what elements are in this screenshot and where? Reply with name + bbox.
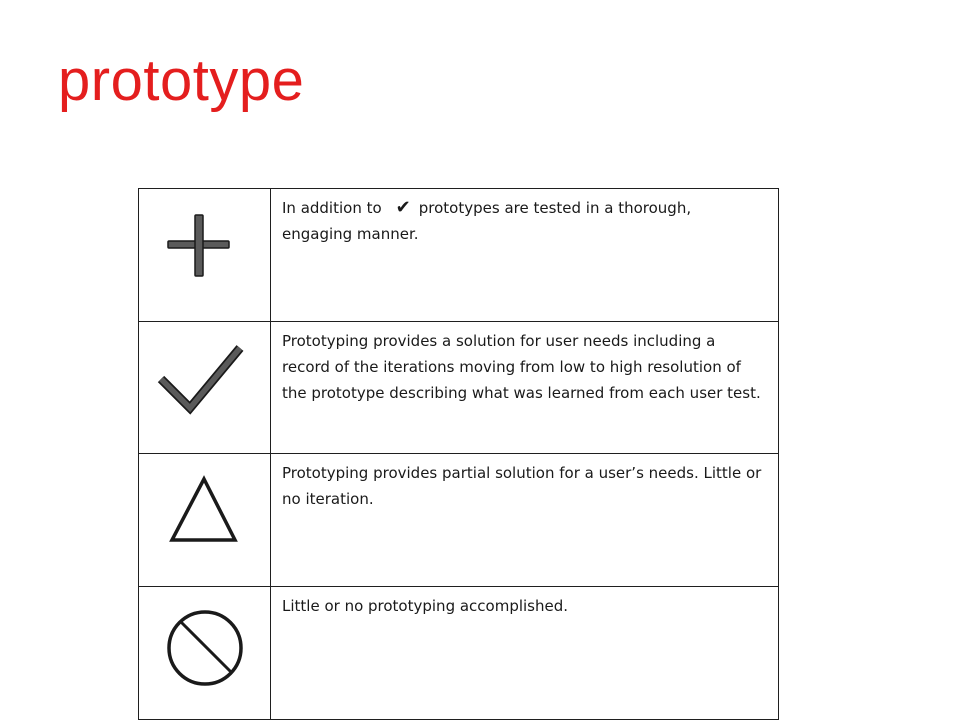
rubric-icon-cell: [139, 322, 271, 454]
rubric-row-no-symbol: [139, 587, 779, 720]
rubric-text-cell: [271, 189, 779, 322]
rubric-icon-cell: [139, 454, 271, 587]
rubric-table: [138, 188, 779, 720]
rubric-text-before: In addition to: [282, 199, 382, 217]
rubric-row-check: [139, 322, 779, 454]
rubric-text-cell: Prototyping provides a solution for user needs including a record of the iterations moving from low to high resolution of the prototype describing what was learned from each user test.: [271, 322, 779, 454]
rubric-row-triangle: [139, 454, 779, 587]
rubric-text-cell: Little or no prototyping accomplished.: [271, 587, 779, 720]
rubric-row-plus: [139, 189, 779, 322]
no-symbol-icon: [139, 587, 270, 713]
rubric-icon-cell: [139, 587, 271, 720]
slide-title: prototype: [58, 48, 305, 113]
check-icon: [139, 322, 270, 447]
rubric-icon-cell: [139, 189, 271, 322]
triangle-icon: [139, 454, 270, 580]
rubric-text-after: prototypes are tested in a thorough, engaging manner.: [282, 199, 692, 243]
check-icon: ✔: [395, 197, 411, 218]
plus-icon: [139, 189, 270, 315]
rubric-text-cell: Prototyping provides partial solution for a user’s needs. Little or no iteration.: [271, 454, 779, 587]
